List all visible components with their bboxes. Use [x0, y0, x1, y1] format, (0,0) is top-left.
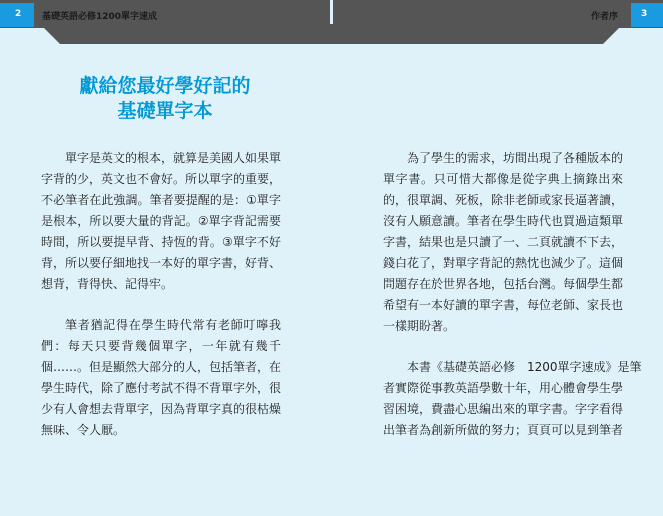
text-line: 是根本，所以要大量的背記。②單字背記需要: [41, 214, 281, 228]
right-paragraph-2: [383, 357, 642, 441]
title-line-2: 基礎單字本: [117, 100, 213, 122]
text-line: 沒有人願意讀。筆者在學生時代也買過這類單: [383, 214, 624, 228]
left-paragraph-2: [41, 315, 281, 441]
left-running-title: 基礎英語必修1200單字速成: [42, 12, 158, 22]
header-band: [0, 0, 663, 46]
right-page-number: 3: [641, 9, 648, 19]
text-line: 時間，所以要提早背、持恆的背。③單字不好: [41, 235, 281, 249]
left-page-number: 2: [15, 9, 22, 19]
text-line: 錢白花了，對單字背記的熱忱也減少了。這個: [383, 256, 624, 270]
text-line: 出筆者為創新所做的努力；頁頁可以見到筆者: [383, 423, 624, 437]
text-line: 無味、令人厭。: [41, 423, 126, 437]
right-paragraph-1: [383, 148, 623, 337]
text-line: 想背，背得快、記得牢。: [41, 277, 174, 291]
right-running-title: 作者序: [591, 12, 619, 22]
text-line: 字書，結果也是只讀了一、二頁就讀不下去，: [383, 235, 624, 249]
text-line: 不必筆者在此強調。筆者要提醒的是：①單字: [41, 193, 281, 207]
right-text-column: [383, 148, 642, 441]
left-paragraph-1: [41, 148, 281, 295]
text-line: 個……。但是顯然大部分的人，包括筆者，在: [41, 360, 282, 374]
text-line: 字背的少，英文也不會好。所以單字的重要，: [41, 172, 282, 186]
text-line: 習困境，費盡心思編出來的單字書。字字看得: [383, 402, 624, 416]
text-line: 問題存在於世界各地，包括台灣。每個學生都: [383, 277, 624, 291]
text-line: 學生時代，除了應付考試不得不背單字外，很: [41, 381, 282, 395]
text-line: 單字是英文的根本，就算是美國人如果單: [65, 151, 282, 165]
text-line: 背，所以要仔細地找一本好的單字書，好背、: [41, 256, 282, 270]
left-text-column: [41, 148, 281, 441]
text-line: 一樣期盼著。: [383, 319, 456, 333]
text-line: 單字書。只可惜大都像是從字典上摘錄出來: [383, 172, 623, 186]
text-line: 為了學生的需求，坊間出現了各種版本的: [407, 151, 624, 165]
text-line: 們：每天只要背幾個單字，一年就有幾千: [41, 339, 281, 353]
text-line: 希望有一本好讀的單字書，每位老師、家長也: [383, 298, 624, 312]
text-line: 筆者猶記得在學生時代常有老師叮嚀我: [65, 318, 281, 332]
text-line: 少有人會想去背單字，因為背單字真的很枯燥: [41, 402, 282, 416]
page-title: [0, 74, 330, 124]
text-line: 本書《基礎英語必修 1200單字速成》是筆: [407, 360, 642, 374]
text-line: 者實際從事教英語學數十年，用心體會學生學: [383, 381, 624, 395]
text-line: 的，很單調、死板，除非老師或家長逼著讀，: [383, 193, 624, 207]
title-line-1: 獻給您最好學好記的: [79, 75, 251, 97]
header-trapezoid: [40, 24, 623, 44]
